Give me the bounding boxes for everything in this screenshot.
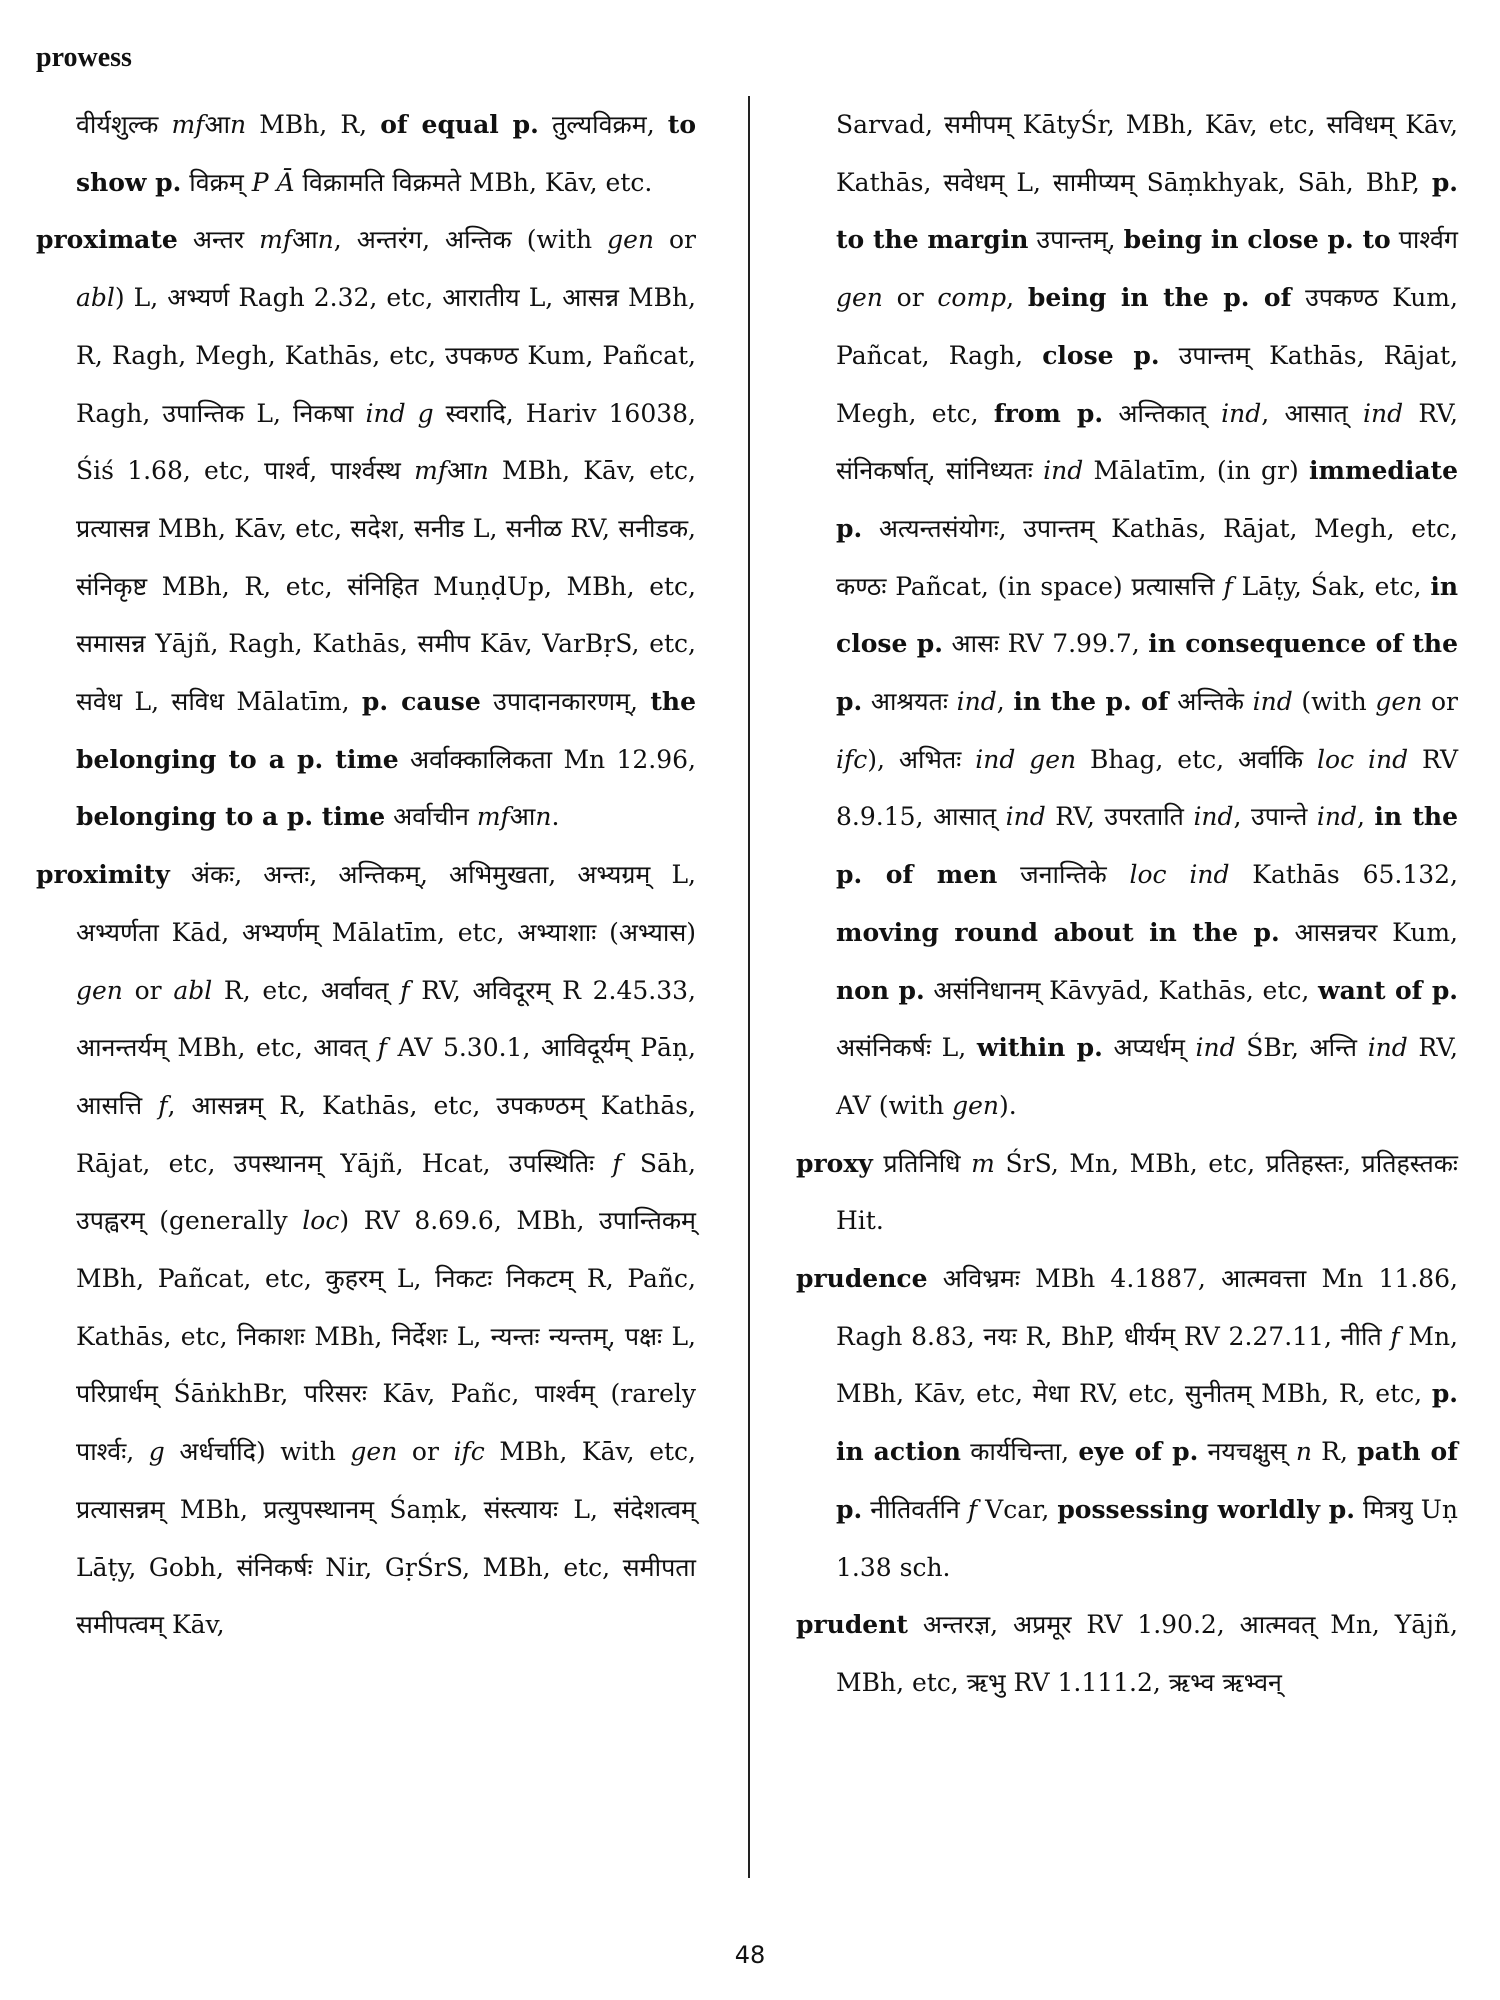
headword-proximity: proximity	[36, 860, 170, 890]
headword-prudent: prudent	[796, 1610, 908, 1640]
headword-proximate: proximate	[36, 225, 178, 255]
column-divider	[748, 96, 750, 1878]
entry-proximity-continuation: Sarvad, समीपम् KātyŚr, MBh, Kāv, etc, सविधम् Kāv, Kathās, सवेधम् L, सामीप्यम् Sāṃkhyak, Sāh, BhP, p. to the margin उपान्तम्, being in close p. to पार्श्वग gen or comp, being in the p. of उपकण्ठ Kum, Pañcat, Ragh, close p. उपान्तम् Kathās, Rājat, Megh, etc, from p. अन्तिकात् ind, आसात् ind RV, संनिकर्षात्, सांनिध्यतः ind Mālatīm, (in gr) immediate p. अत्यन्तसंयोगः, उपान्तम् Kathās, Rājat, Megh, etc, कण्ठः Pañcat, (in space) प्रत्यासत्ति f Lāṭy, Śak, etc, in close p. आसः RV 7.99.7, in consequence of the p. आश्रयतः ind, in the p. of अन्तिके ind (with gen or ifc), अभितः ind gen Bhag, etc, अर्वाकि loc ind RV 8.9.15, आसात् ind RV, उपरताति ind, उपान्ते ind, in the p. of men जनान्तिके loc ind Kathās 65.132, moving round about in the p. आसन्नचर Kum, non p. असंनिधानम् Kāvyād, Kathās, etc, want of p. असंनिकर्षः L, within p. अप्यर्धम् ind ŚBr, अन्ति ind RV, AV (with gen).	[836, 110, 1459, 1120]
entry-proxy	[796, 1135, 1458, 1250]
page-number: 48	[734, 1941, 766, 1969]
entry-proximate	[36, 211, 696, 846]
page-header-word: prowess	[36, 42, 132, 73]
definition-prudent: अन्तरज्ञ, अप्रमूर RV 1.90.2, आत्मवत् Mn, Yājñ, MBh, etc, ऋभु RV 1.111.2, ऋभ्व ऋभ्वन्	[836, 1610, 1458, 1697]
entry-prudent	[796, 1596, 1458, 1711]
entry-prudence	[796, 1250, 1458, 1596]
definition-proxy: प्रतिनिधि m ŚrS, Mn, MBh, etc, प्रतिहस्तः, प्रतिहस्तकः Hit.	[836, 1148, 1458, 1236]
definition-prudence: अविभ्रमः MBh 4.1887, आत्मवत्ता Mn 11.86, Ragh 8.83, नयः R, BhP, धीर्यम् RV 2.27.11, नीति f Mn, MBh, Kāv, etc, मेधा RV, etc, सुनीतम् MBh, R, etc, p. in action कार्यचिन्ता, eye of p. नयचक्षुस् n R, path of p. नीतिवर्तनि f Vcar, possessing worldly p. मित्रयु Uṇ 1.38 sch.	[836, 1264, 1459, 1582]
definition-proximity: अंकः, अन्तः, अन्तिकम्, अभिमुखता, अभ्यग्रम् L, अभ्यर्णता Kād, अभ्यर्णम् Mālatīm, etc, अभ्याशाः (अभ्यास) gen or abl R, etc, अर्वावत् f RV, अविदूरम् R 2.45.33, आनन्तर्यम् MBh, etc, आवत् f AV 5.30.1, आविदूर्यम् Pāṇ, आसत्ति f, आसन्नम् R, Kathās, etc, उपकण्ठम् Kathās, Rājat, etc, उपस्थानम् Yājñ, Hcat, उपस्थितिः f Sāh, उपह्वरम् (generally loc) RV 8.69.6, MBh, उपान्तिकम् MBh, Pañcat, etc, कुहरम् L, निकटः निकटम् R, Pañc, Kathās, etc, निकाशः MBh, निर्देशः L, न्यन्तः न्यन्तम्, पक्षः L, परिप्रार्धम् ŚāṅkhBr, परिसरः Kāv, Pañc, पार्श्वम् (rarely पार्श्वः, g अर्धर्चादि) with gen or ifc MBh, Kāv, etc, प्रत्यासन्नम् MBh, प्रत्युपस्थानम् Śaṃk, संस्त्यायः L, संदेशत्वम् Lāṭy, Gobh, संनिकर्षः Nir, GṛŚrS, MBh, etc, समीपता समीपत्वम् Kāv,	[76, 860, 696, 1640]
headword-prudence: prudence	[796, 1264, 928, 1294]
left-column	[36, 96, 696, 1654]
entry-prowess-continuation: वीर्यशुल्क mfआn MBh, R, of equal p. तुल्यविक्रम, to show p. विक्रम् P Ā विक्रामति विक्रमते MBh, Kāv, etc.	[76, 110, 696, 197]
headword-proxy: proxy	[796, 1148, 873, 1178]
entry-proximity	[36, 846, 696, 1654]
right-column	[796, 96, 1458, 1712]
definition-proximate: अन्तर mfआn, अन्तरंग, अन्तिक (with gen or abl) L, अभ्यर्ण Ragh 2.32, etc, आरातीय L, आसन्न MBh, R, Ragh, Megh, Kathās, etc, उपकण्ठ Kum, Pañcat, Ragh, उपान्तिक L, निकषा ind g स्वरादि, Hariv 16038, Śiś 1.68, etc, पार्श्व, पार्श्वस्थ mfआn MBh, Kāv, etc, प्रत्यासन्न MBh, Kāv, etc, सदेश, सनीड L, सनीळ RV, सनीडक, संनिकृष्ट MBh, R, etc, संनिहित MuṇḍUp, MBh, etc, समासन्न Yājñ, Ragh, Kathās, समीप Kāv, VarBṛS, etc, सवेध L, सविध Mālatīm, p. cause उपादानकारणम्, the belonging to a p. time अर्वाक्कालिकता Mn 12.96, belonging to a p. time अर्वाचीन mfआn.	[76, 225, 696, 832]
